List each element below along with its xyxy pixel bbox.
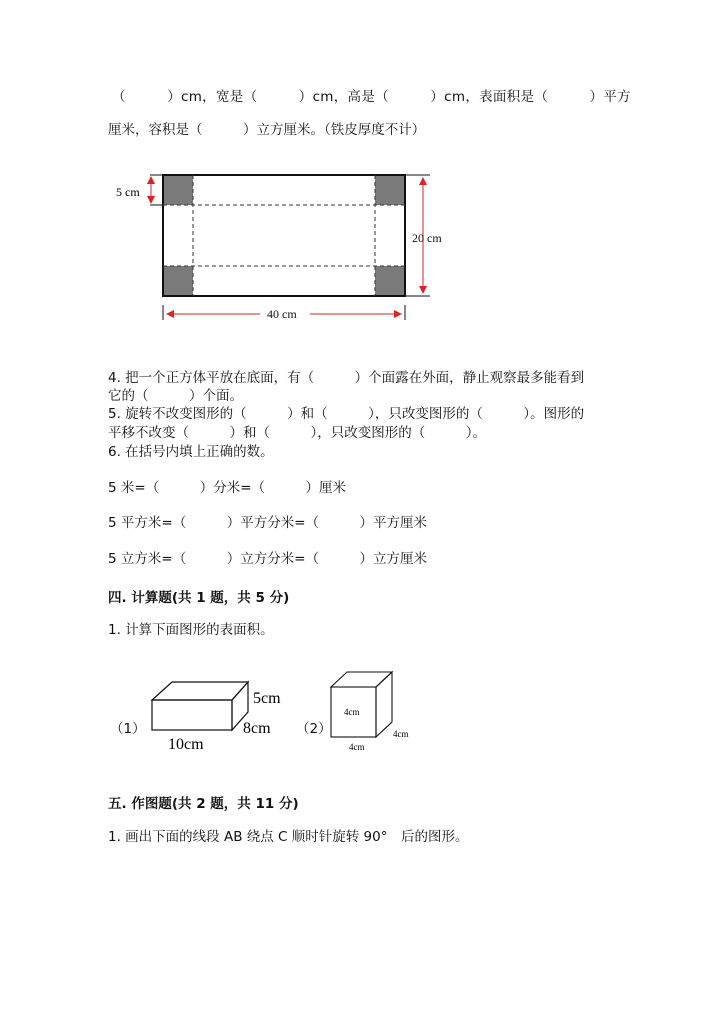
- box-net-diagram: [110, 160, 442, 340]
- section5-q1: 1. 画出下面的线段 AB 绕点 C 顺时针旋转 90° 后的图形。: [108, 829, 469, 845]
- q5-line2: 平移不改变（ ）和（ ），只改变图形的（ ）。: [108, 425, 486, 441]
- cube-front-edge-label: 4cm: [344, 707, 360, 717]
- cuboid-width-label: 8cm: [243, 720, 271, 737]
- corner-square-bottom-left: [163, 266, 193, 296]
- cube-side-face: [376, 672, 392, 737]
- corner-dimension: [150, 175, 163, 205]
- height-label: 20 cm: [412, 231, 442, 245]
- cuboid-front-face: [152, 700, 232, 730]
- fold-lines: [163, 175, 405, 296]
- corner-square-top-right: [375, 175, 405, 205]
- corner-square-top-left: [163, 175, 193, 205]
- corner-square-bottom-right: [375, 266, 405, 296]
- cube-figure: [330, 668, 430, 758]
- cuboid-figure: [148, 675, 298, 765]
- q3-text-line1: （ ）cm，宽是（ ）cm，高是（ ）cm，表面积是（ ）平方: [112, 89, 631, 105]
- q6-row2: 5 平方米=（ ）平方分米=（ ）平方厘米: [108, 515, 428, 531]
- fig2-label: （2）: [296, 721, 332, 737]
- cuboid-height-label: 5cm: [253, 690, 281, 707]
- cube-top-face: [331, 672, 392, 687]
- cuboid-length-label: 10cm: [168, 736, 204, 753]
- section5-heading: 五. 作图题(共 2 题，共 11 分): [108, 796, 299, 812]
- q4-line2: 它的（ ）个面。: [108, 388, 243, 404]
- cube-right-edge-label: 4cm: [393, 729, 409, 739]
- q6-row3: 5 立方米=（ ）立方分米=（ ）立方厘米: [108, 551, 428, 567]
- fig1-label: （1）: [110, 721, 146, 737]
- section4-heading: 四. 计算题(共 1 题，共 5 分): [108, 590, 290, 606]
- sheet-outline: [163, 175, 405, 296]
- q4-line1: 4. 把一个正方体平放在底面，有（ ）个面露在外面，静止观察最多能看到: [108, 370, 585, 386]
- corner-size-label: 5 cm: [116, 185, 140, 199]
- q6-row1: 5 米=（ ）分米=（ ）厘米: [108, 480, 347, 496]
- q6-title: 6. 在括号内填上正确的数。: [108, 444, 274, 460]
- q5-line1: 5. 旋转不改变图形的（ ）和（ ），只改变图形的（ ）。图形的: [108, 406, 585, 422]
- cube-bottom-edge-label: 4cm: [349, 742, 365, 752]
- width-label: 40 cm: [267, 307, 297, 321]
- section4-q1: 1. 计算下面图形的表面积。: [108, 622, 274, 638]
- q3-text-line2: 厘米，容积是（ ）立方厘米。（铁皮厚度不计）: [108, 122, 426, 138]
